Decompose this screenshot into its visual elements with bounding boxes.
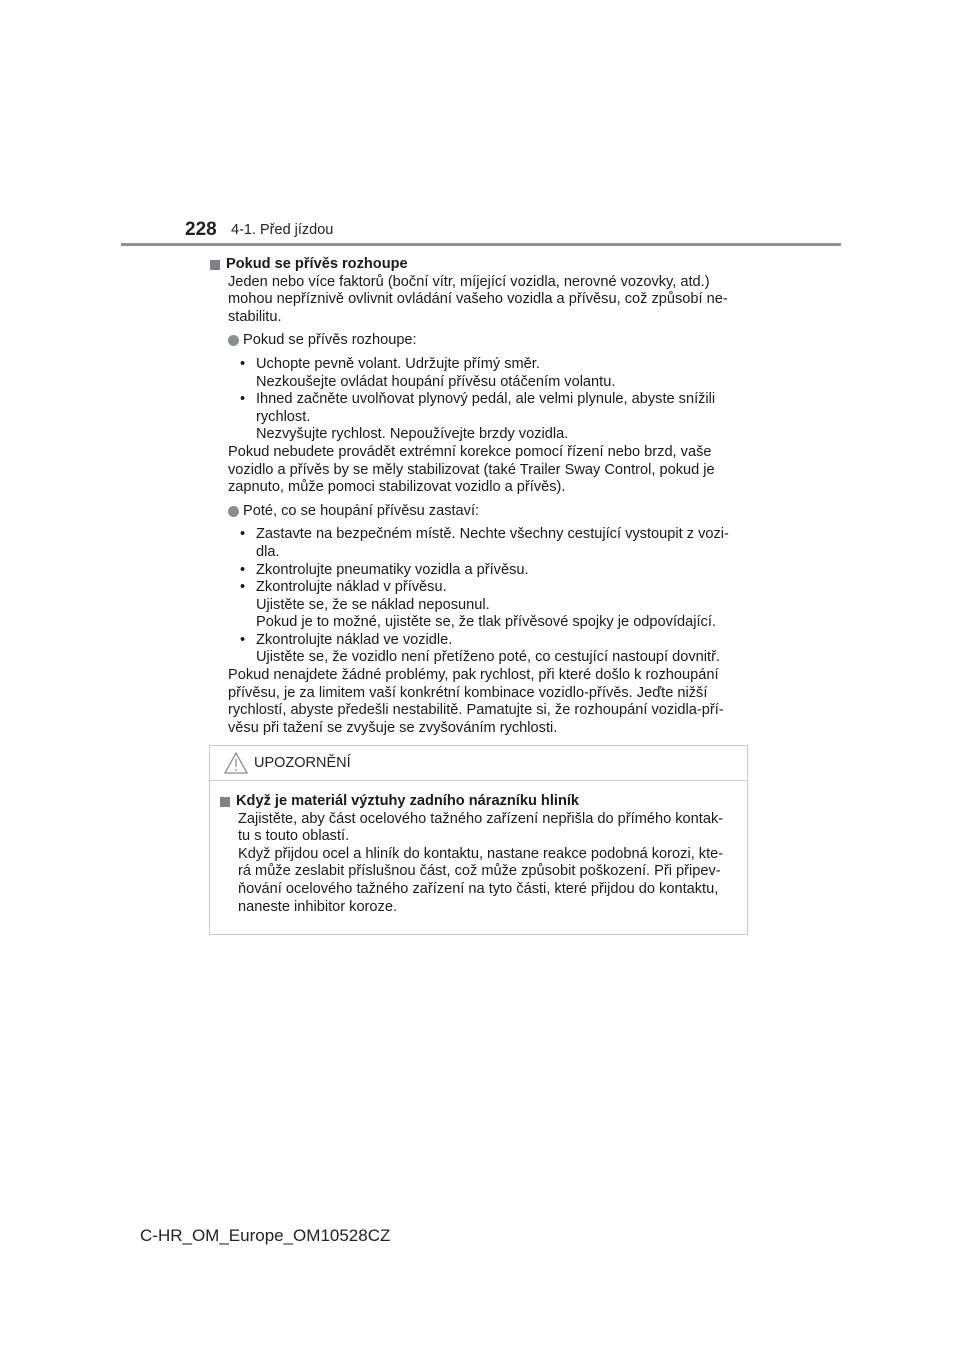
list-item-text: Ihned začněte uvolňovat plynový pedál, ale velmi plynule, abyste snížili	[256, 391, 716, 408]
dot-bullet-icon: •	[240, 391, 246, 408]
list-item-continuation: rychlost.	[256, 408, 311, 425]
warning-text	[220, 811, 739, 917]
text-line: Pokud nenajdete žádné problémy, pak rychlost, při které došlo k rozhoupání	[228, 667, 719, 684]
list-item-text: Zkontrolujte náklad ve vozidle.	[256, 631, 453, 648]
section-title: Pokud se přívěs rozhoupe	[226, 256, 408, 272]
round-bullet-icon	[228, 335, 239, 346]
text-line: rychlostí, abyste předešli nestabilitě. Pamatujte si, že rozhoupání vozidla-pří-	[228, 702, 724, 719]
list-item	[228, 579, 745, 597]
text-line: Když přijdou ocel a hliník do kontaktu, nastane reakce podobná korozi, kte-	[238, 845, 724, 862]
list-item	[228, 632, 745, 650]
bullet-conclusion	[210, 444, 745, 497]
square-bullet-icon	[220, 797, 230, 807]
text-line: ňování ocelového tažného zařízení na tyto části, které přijdou do kontaktu,	[238, 880, 719, 897]
dot-bullet-icon: •	[240, 579, 246, 596]
round-bullet-icon	[228, 506, 239, 517]
square-bullet-icon	[210, 260, 220, 270]
bullet-block-1	[210, 332, 745, 496]
warning-box	[209, 745, 748, 935]
list-item-note: Nezkoušejte ovládat houpání přívěsu otáčením volantu.	[256, 373, 616, 390]
text-line: naneste inhibitor koroze.	[238, 898, 398, 915]
list-item	[228, 391, 745, 409]
list-item-text: Zkontrolujte náklad v přívěsu.	[256, 579, 447, 596]
bullet-heading	[228, 332, 745, 350]
text-line: stabilitu.	[228, 308, 282, 325]
text-line: Zajistěte, aby část ocelového tažného zařízení nepřišla do přímého kontak-	[238, 810, 724, 827]
dot-bullet-icon: •	[240, 526, 246, 543]
list-item-text: Zastavte na bezpečném místě. Nechte všechny cestující vystoupit z vozi-	[256, 526, 729, 543]
chapter-title: 4-1. Před jízdou	[231, 222, 334, 238]
list-item-note: Pokud je to možné, ujistěte se, že tlak přívěsové spojky je odpovídající.	[256, 614, 716, 631]
text-line: Pokud nebudete provádět extrémní korekce pomocí řízení nebo brzd, vaše	[228, 443, 712, 460]
bullet-label: Pokud se přívěs rozhoupe:	[243, 332, 417, 349]
header-divider	[121, 243, 841, 246]
main-content	[210, 256, 745, 737]
list-item-continuation: dla.	[256, 543, 280, 560]
sub-list	[228, 356, 745, 444]
dot-bullet-icon: •	[240, 561, 246, 578]
warning-heading	[220, 793, 739, 811]
list-item-note: Ujistěte se, že se náklad neposunul.	[256, 596, 490, 613]
document-id: C-HR_OM_Europe_OM10528CZ	[140, 1226, 391, 1245]
bullet-label: Poté, co se houpání přívěsu zastaví:	[243, 502, 480, 519]
text-line: Jeden nebo více faktorů (boční vítr, míjející vozidla, nerovné vozovky, atd.)	[228, 273, 710, 290]
text-line: tu s touto oblastí.	[238, 828, 350, 845]
list-item-text: Zkontrolujte pneumatiky vozidla a přívěsu.	[256, 561, 529, 578]
dot-bullet-icon: •	[240, 631, 246, 648]
warning-header	[210, 746, 747, 781]
list-item	[228, 526, 745, 544]
warning-heading-text: Když je materiál výztuhy zadního nárazníku hliník	[236, 793, 580, 809]
list-item-text: Uchopte pevně volant. Udržujte přímý směr.	[256, 355, 540, 372]
list-item	[228, 356, 745, 374]
text-line: věsu při tažení se zvyšuje se zvyšováním rychlosti.	[228, 719, 558, 736]
bullet-conclusion	[228, 667, 745, 737]
text-line: přívěsu, je za limitem vaší konkrétní kombinace vozidlo-přívěs. Jeďte nižší	[228, 684, 708, 701]
page-number: 228	[185, 219, 217, 240]
text-line: zapnuto, může pomoci stabilizovat vozidlo a přívěs).	[228, 479, 566, 496]
dot-bullet-icon: •	[240, 355, 246, 372]
list-item-note: Ujistěte se, že vozidlo není přetíženo poté, co cestující nastoupí dovnitř.	[256, 649, 721, 666]
sub-list	[228, 526, 745, 667]
warning-title: UPOZORNĚNÍ	[254, 755, 351, 771]
list-item-note: Nezvyšujte rychlost. Nepoužívejte brzdy vozidla.	[256, 426, 569, 443]
bullet-block-2	[210, 503, 745, 738]
text-line: vozidlo a přívěs by se měly stabilizovat (také Trailer Sway Control, pokud je	[228, 461, 715, 478]
warning-triangle-icon	[224, 752, 248, 774]
bullet-heading	[228, 503, 745, 521]
list-item	[228, 562, 745, 580]
text-line: rá může zeslabit příslušnou část, což může způsobit poškození. Při připev-	[238, 863, 721, 880]
section-intro	[210, 274, 745, 327]
section-heading	[210, 256, 745, 274]
warning-body	[210, 781, 747, 916]
text-line: mohou nepříznivě ovlivnit ovládání vašeho vozidla a přívěsu, což způsobí ne-	[228, 291, 728, 308]
